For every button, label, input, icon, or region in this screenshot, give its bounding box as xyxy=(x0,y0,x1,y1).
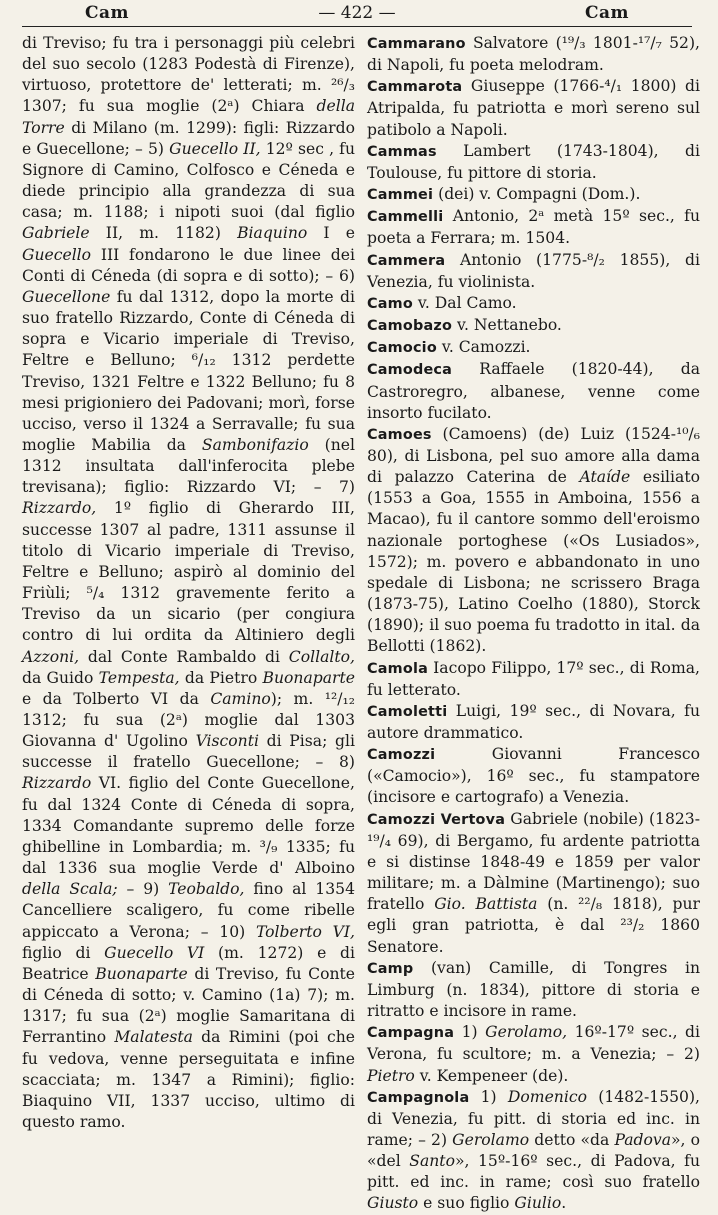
entry-text-segment: Buonaparte xyxy=(262,668,355,687)
entry-text-segment: 1) xyxy=(454,1023,486,1042)
entry-text-segment: Raffaele (1820-44), da Castroregro, albanese, venne come insorto fucilato. xyxy=(367,360,700,422)
dictionary-entry xyxy=(367,359,700,423)
entry-text-segment: di Pisa; gli successe il fratello Guecellone; – 8) xyxy=(22,732,355,772)
entry-headword: Camobazo xyxy=(367,318,453,335)
entry-text-segment: II, m. 1182) xyxy=(89,224,238,243)
dictionary-entry xyxy=(367,701,700,744)
entry-text-segment: Buonaparte xyxy=(95,964,188,983)
entry-text-segment: Malatesta xyxy=(114,1028,193,1047)
entry-text-segment: Gabriele (nobile) (1823-¹⁹/₄ 69), di Bergamo, fu ardente patriotta e si distinse 1848-49 e 1859 per valor militare; m. a Dàlmine (Martinengo); suo fratello xyxy=(367,809,700,914)
header-right-guideword: Cam xyxy=(584,3,629,23)
dictionary-entry xyxy=(367,424,700,658)
entry-text-segment: v. Kempeneer (de). xyxy=(414,1066,569,1085)
entry-text-segment: Lambert (1743-1804), di Toulouse, fu pittore di storia. xyxy=(367,141,700,182)
entry-headword: Camocio xyxy=(367,340,437,357)
entry-text-segment: Gio. Battista xyxy=(434,895,538,914)
entry-text-segment: di Treviso, fu Conte di Céneda di sotto; v. Camino (1a) 7); m. 1317; fu sua (2ᵃ) moglie Samaritana di Ferrantino xyxy=(22,964,355,1047)
entry-text-segment: di Milano (m. 1299): figli: Rizzardo e Guecellone; – 5) xyxy=(22,118,355,158)
entry-text-segment: dal Conte Rambaldo di xyxy=(79,647,289,666)
header-left-guideword: Cam xyxy=(84,3,130,23)
dictionary-entry xyxy=(367,1022,700,1086)
entry-text-segment: (Camoens) (de) Luiz (1524-¹⁰/₆ 80), di Lisbona, pel suo amore alla dama di palazzo Caterina de xyxy=(367,424,700,487)
entry-text-segment: Giulio xyxy=(514,1194,562,1213)
entry-text-segment: », o «del xyxy=(367,1130,701,1171)
entry-headword: Cammarota xyxy=(367,79,463,96)
entry-text-segment: – 9) xyxy=(117,880,169,899)
entry-text-segment: esiliato (1553 a Goa, 1555 in Amboina, 1556 a Macao), fu il cantore sommo dell'eroismo nazionale portoghese («Os Lusiados», 1572); m. povero e abbandonato in uno spedale di Lisbona; ne scrissero Braga (1873-75), Latino Coelho (1880), Storck (1890); il suo poema fu tradotto in ital. da Bellotti (1862). xyxy=(367,468,700,656)
entry-headword: Cammera xyxy=(367,252,446,269)
entry-text-segment: e suo figlio xyxy=(418,1194,515,1213)
entry-text-segment: Tolberto VI, xyxy=(255,922,355,941)
entry-headword: Camoletti xyxy=(367,703,448,720)
entry-text-segment: Domenico xyxy=(507,1087,587,1106)
running-header xyxy=(22,0,692,27)
entry-headword: Camp xyxy=(367,960,414,977)
entry-text-segment: Teobaldo, xyxy=(168,880,245,899)
entry-text-segment: Gabriele xyxy=(22,224,90,243)
entry-text-segment: figlio di xyxy=(22,943,105,962)
entry-text-segment: Collalto, xyxy=(288,647,355,666)
dictionary-entry xyxy=(367,315,700,337)
entry-text-segment: Antonio, 2ᵃ metà 15º sec., fu poeta a Ferrara; m. 1504. xyxy=(367,207,700,248)
entry-text-segment: Camino xyxy=(210,689,271,708)
dictionary-entry xyxy=(367,184,700,206)
entry-text-segment: Ataíde xyxy=(579,468,631,487)
entry-text-segment: della Torre xyxy=(22,97,355,137)
entry-text-segment: Visconti xyxy=(195,732,259,751)
columns xyxy=(22,33,700,1215)
dictionary-entry xyxy=(367,141,700,184)
entry-headword: Camola xyxy=(367,660,428,677)
dictionary-entry xyxy=(367,250,700,293)
entry-text-segment: e da Tolberto VI da xyxy=(22,689,211,708)
entry-headword: Cammas xyxy=(367,143,437,160)
entry-text-segment: Sambonifazio xyxy=(201,435,309,454)
entry-text-segment: Luigi, 19º sec., di Novara, fu autore drammatico. xyxy=(367,701,700,742)
entry-text-segment: (m. 1272) e di Beatrice xyxy=(22,943,355,983)
entry-text-segment: Antonio (1775-⁸/₂ 1855), di Venezia, fu violinista. xyxy=(367,250,700,291)
entry-text-segment: da Rimini (poi che fu vedova, venne perseguitata e infine scacciata; m. 1347 a Rimini); figlio: Biaquino VII, 1337 ucciso, ultimo di questo ramo. xyxy=(22,1028,355,1131)
entry-text-segment: . xyxy=(561,1194,567,1213)
entry-headword: Camoes xyxy=(367,426,432,443)
entry-text-segment: », 15º-16º sec., di Padova, fu pitt. ed inc. in rame; così suo fratello xyxy=(367,1152,700,1192)
entry-text-segment: (1482-1550), di Venezia, fu pitt. di storia ed inc. in rame; – 2) xyxy=(367,1087,700,1149)
dictionary-entry xyxy=(367,958,700,1022)
entry-text-segment: Giuseppe (1766-⁴/₁ 1800) di Atripalda, fu patriotta e morì sereno sul patibolo a Napoli. xyxy=(367,77,700,139)
entry-text-segment: da Pietro xyxy=(179,668,263,687)
dictionary-entry xyxy=(367,1087,700,1215)
entry-headword: Cammei xyxy=(367,187,434,204)
entry-text-segment: Giovanni Francesco («Camocio»), 16º sec., fu stampatore (incisore e cartografo) a Venezia. xyxy=(367,745,700,807)
dictionary-entry xyxy=(367,33,700,76)
entry-headword: Camozzi Vertova xyxy=(367,811,506,828)
dictionary-entry xyxy=(367,337,700,359)
entry-text-segment: (nel 1312 insultata dall'inferocita plebe trevisana); figlio: Rizzardo VI; – 7) xyxy=(22,435,355,497)
entry-text-segment: di Treviso; fu tra i personaggi più celebri del suo secolo (1283 Podestà di Firenze), virtuoso, protettore de' letterati; m. ²⁶/₃ 1307; fu sua moglie (2ᵃ) Chiara xyxy=(22,34,355,116)
entry-text-segment: (van) Camille, di Tongres in Limburg (n. 1834), pittore di storia e ritratto e incisore in rame. xyxy=(367,958,700,1021)
entry-text-segment: I e xyxy=(307,224,355,243)
entry-text-segment: fu dal 1312, dopo la morte di suo fratello Rizzardo, Conte di Céneda di sopra e Vicario imperiale di Treviso, Feltre e Belluno; ⁶/₁₂ 1312 perdette Treviso, 1321 Feltre e 1322 Belluno; fu 8 mesi prigioniero dei Padovani; morì, forse ucciso, verso il 1324 a Serravalle; fu sua moglie Mabilia da xyxy=(22,287,355,454)
dictionary-entry xyxy=(367,809,700,958)
entry-headword: Campagna xyxy=(367,1025,455,1042)
entry-text-segment: Padova xyxy=(614,1130,672,1149)
entry-camino-continued xyxy=(22,33,355,1133)
entry-text-segment: fino al 1354 Cancelliere scaligero, fu come ribelle appiccato a Verona; – 10) xyxy=(22,880,355,941)
entry-text-segment: Rizzardo xyxy=(22,774,92,793)
page-number: — 422 — xyxy=(318,3,396,23)
entry-text-segment: Santo xyxy=(409,1152,455,1171)
entry-text-segment: Giusto xyxy=(367,1194,419,1213)
entry-headword: Cammarano xyxy=(367,36,466,52)
entry-text-segment: Guecello II, xyxy=(169,139,261,158)
entry-text-segment: ); m. ¹²/₁₂ 1312; fu sua (2ᵃ) moglie dal 1303 Giovanna d' Ugolino xyxy=(22,689,355,751)
entry-text-segment: 1) xyxy=(469,1087,508,1106)
entry-text-segment: Gerolamo, xyxy=(485,1023,568,1042)
entry-text-segment: Iacopo Filippo, 17º sec., di Roma, fu letterato. xyxy=(367,658,700,699)
entry-text-segment: Guecellone xyxy=(22,287,111,306)
entry-text-segment: 16º-17º sec., di Verona, fu scultore; m. a Venezia; – 2) xyxy=(367,1023,700,1064)
entry-text-segment: III fondarono le due linee dei Conti di Céneda (di sopra e di sotto); – 6) xyxy=(22,245,355,285)
entry-text-segment: 1º figlio di Gherardo III, successe 1307 al padre, 1311 assunse il titolo di Vicario imperiale di Treviso, Feltre e Belluno; aspirò al dominio del Friùli; ⁵/₄ 1312 gravemente ferito a Treviso da un sicario (per congiura contro di lui ordita da Altiniero degli xyxy=(22,499,355,645)
entry-text-segment: Azzoni, xyxy=(22,647,80,666)
dictionary-entry xyxy=(367,658,700,701)
entry-text-segment: Pietro xyxy=(367,1066,415,1085)
entry-text-segment: detto «da xyxy=(529,1130,615,1149)
dictionary-entry xyxy=(367,293,700,315)
entry-headword: Cammelli xyxy=(367,209,444,226)
entry-text-segment: v. Camozzi. xyxy=(436,338,531,357)
entry-text-segment: VI. figlio del Conte Guecellone, fu dal 1324 Conte di Céneda di sopra, 1334 Comandante supremo delle forze ghibelline in Lombardia; m. ³/₉ 1335; fu dal 1336 sua moglie Verde d' Alboino xyxy=(22,774,355,878)
entry-text-segment: (dei) v. Compagni (Dom.). xyxy=(433,185,641,204)
entry-text-segment: Guecello xyxy=(22,245,92,264)
dictionary-entry xyxy=(367,206,700,249)
entry-text-segment: della Scala; xyxy=(22,880,118,899)
entry-text-segment: Guecello VI xyxy=(104,943,205,962)
right-column xyxy=(367,33,700,1215)
dictionary-entry xyxy=(367,76,700,140)
entry-text-segment: Salvatore (¹⁹/₃ 1801-¹⁷/₇ 52), di Napoli, fu poeta melodram. xyxy=(367,34,700,75)
entry-text-segment: v. Dal Camo. xyxy=(412,293,517,312)
entry-text-segment: (n. ²²/₈ 1818), pur egli gran patriotta, è dal ²³/₂ 1860 Senatore. xyxy=(367,895,700,956)
entry-headword: Camozzi xyxy=(367,747,436,764)
dictionary-entry xyxy=(367,744,700,808)
entry-text-segment: Biaquino xyxy=(237,224,308,243)
entry-headword: Camo xyxy=(367,295,413,312)
entry-text-segment: Tempesta, xyxy=(98,668,180,687)
left-column xyxy=(22,33,355,1215)
entry-headword: Campagnola xyxy=(367,1089,470,1106)
entry-text-segment: Rizzardo, xyxy=(22,499,97,518)
entry-text-segment: da Guido xyxy=(22,668,99,687)
entry-text-segment: 12º sec , fu Signore di Camino, Colfosco e Céneda e diede principio alla grandezza di sua casa; m. 1188; i nipoti suoi (dal figlio xyxy=(22,139,355,222)
entry-headword: Camodeca xyxy=(367,362,453,379)
entry-text-segment: Gerolamo xyxy=(452,1130,530,1149)
entry-text-segment: v. Nettanebo. xyxy=(452,316,562,335)
